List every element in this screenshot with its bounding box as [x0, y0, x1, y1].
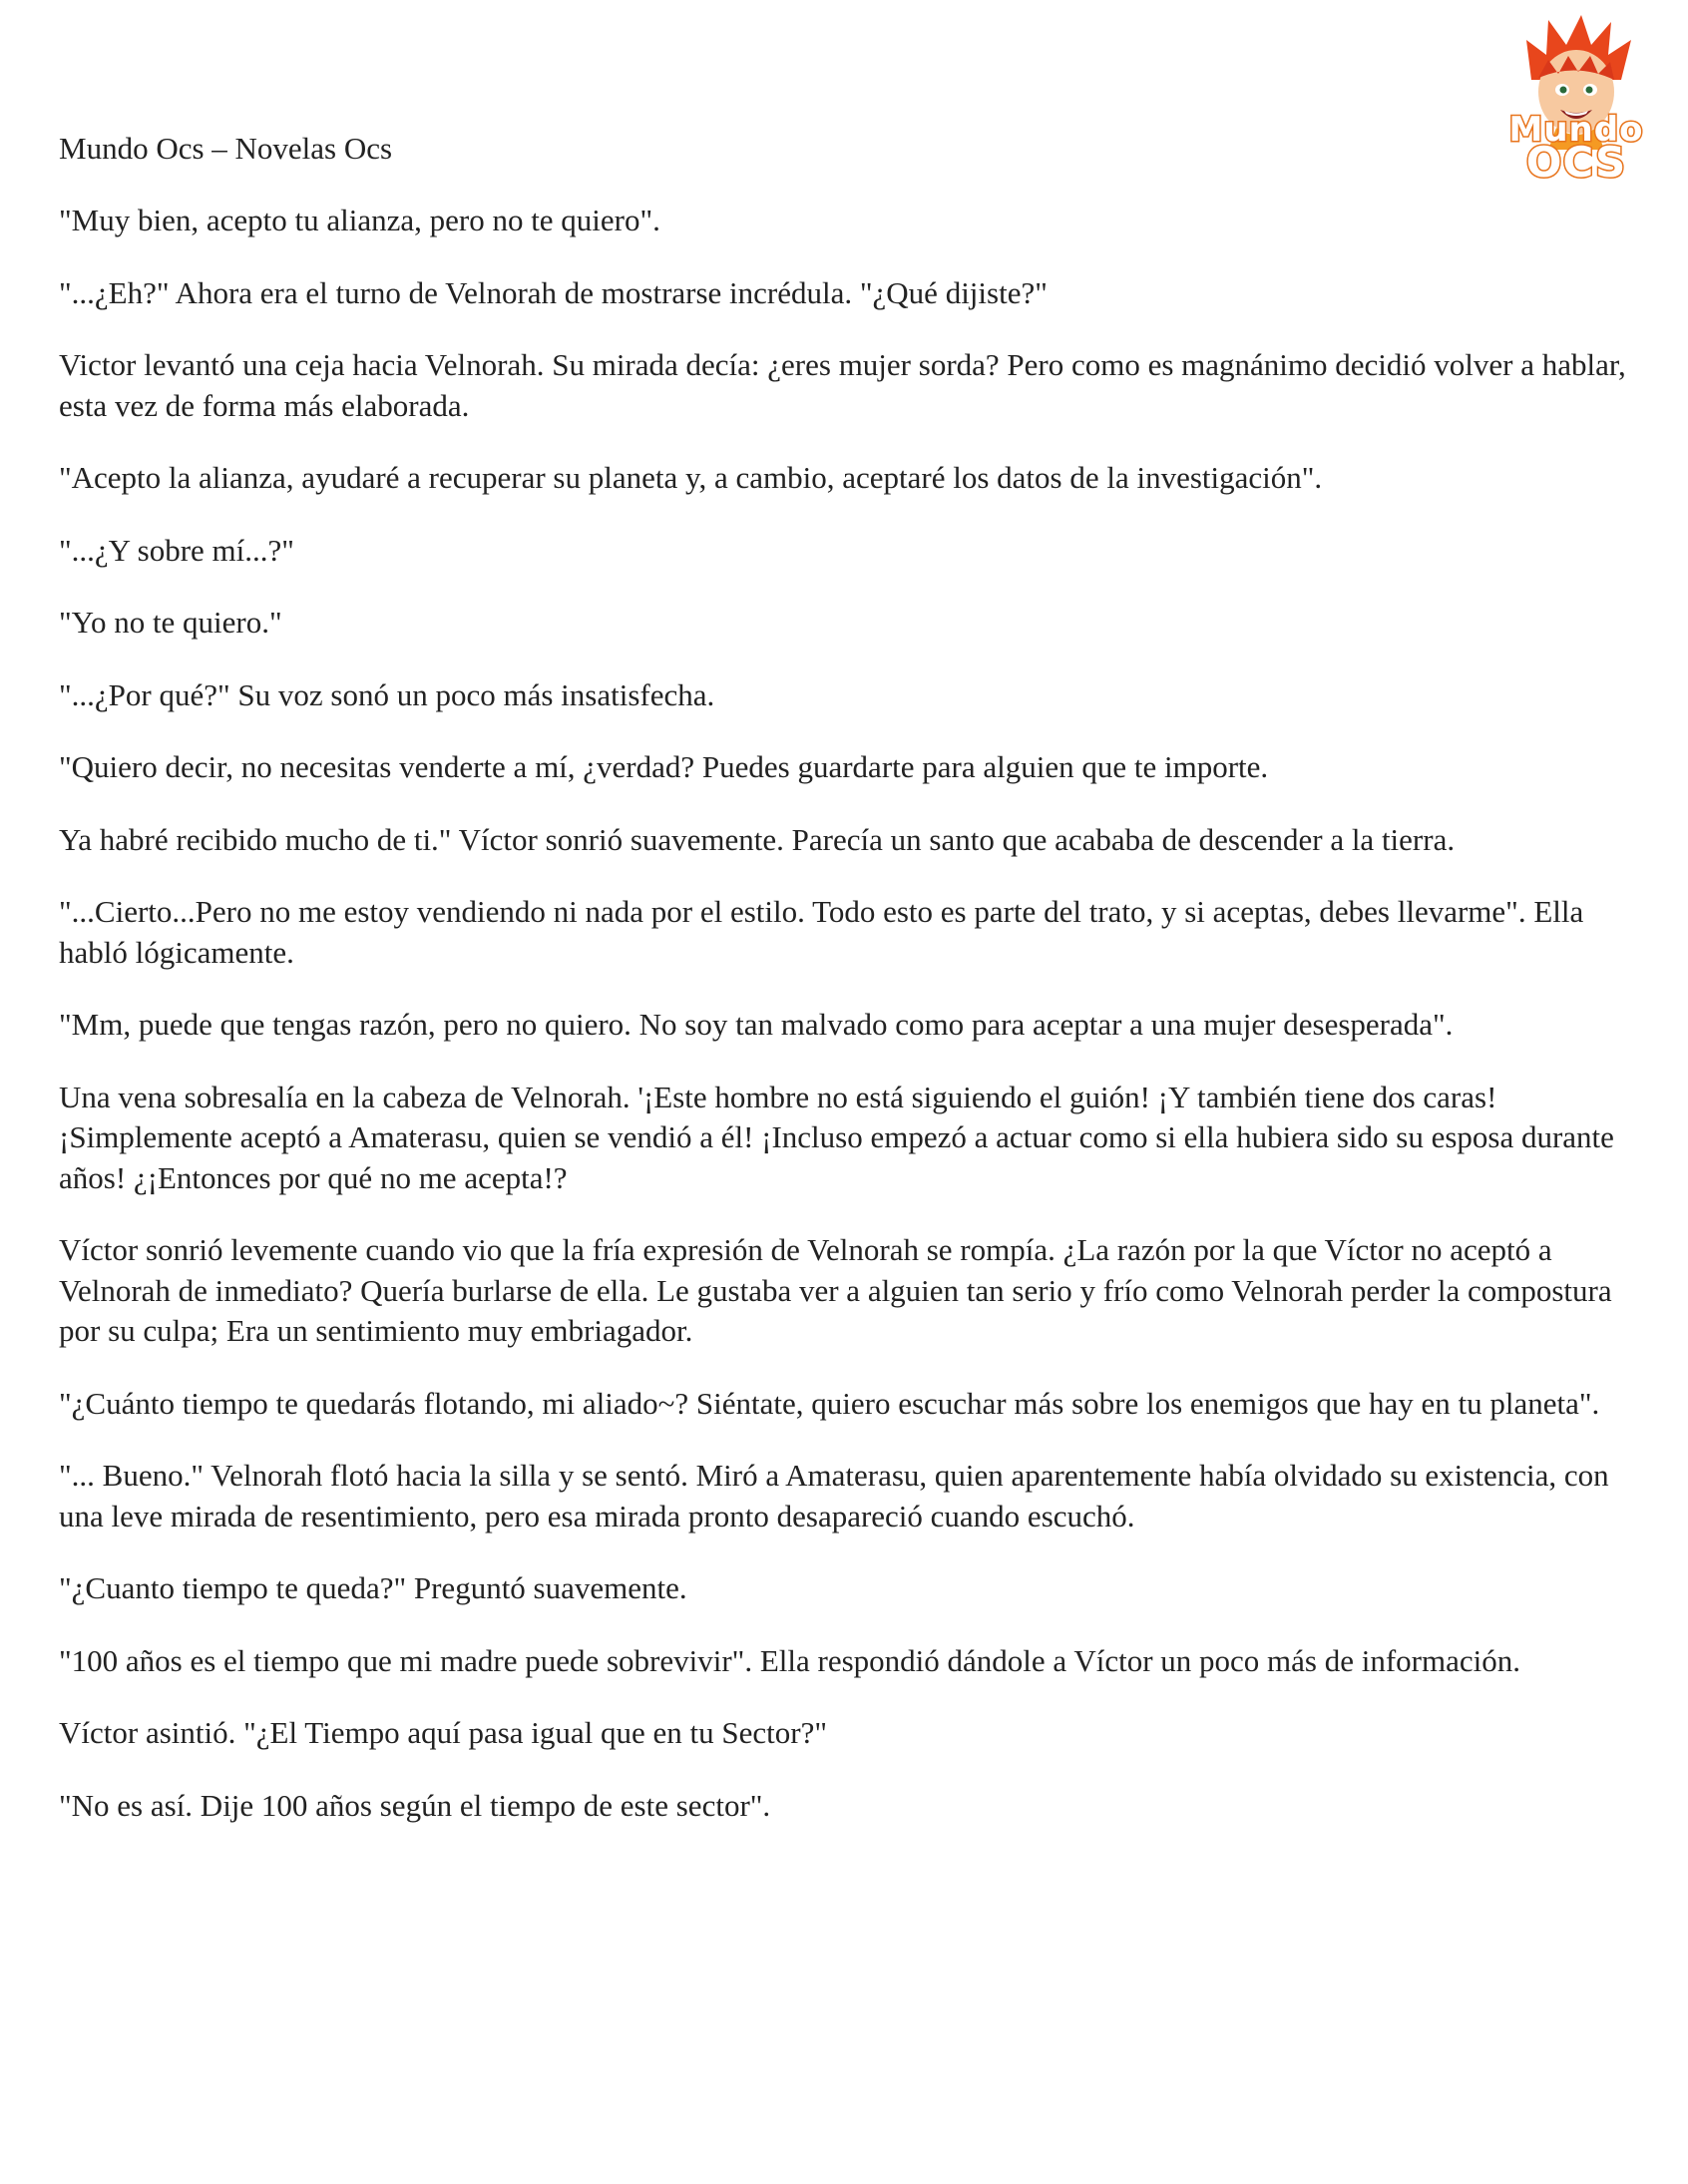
paragraph: "...¿Y sobre mí...?": [59, 532, 294, 568]
paragraph: Víctor sonrió levemente cuando vio que la fría expresión de Velnorah se rompía. ¿La razón por la que Víctor no aceptó a Velnorah de inmediato? Quería burlarse de ella. Le gustaba ver a alguien tan serio y frío como Velnorah perder la compostura por su culpa; Era un sentimiento muy embriagador.: [59, 1232, 1612, 1348]
paragraph: "...¿Eh?" Ahora era el turno de Velnorah de mostrarse incrédula. "¿Qué dijiste?": [59, 274, 1048, 310]
paragraph: Ya habré recibido mucho de ti." Víctor sonrió suavemente. Parecía un santo que acababa de descender a la tierra.: [59, 821, 1456, 857]
paragraph: "Quiero decir, no necesitas venderte a mí, ¿verdad? Puedes guardarte para alguien que te importe.: [59, 749, 1269, 784]
paragraph: "¿Cuánto tiempo te quedarás flotando, mi aliado~? Siéntate, quiero escuchar más sobre los enemigos que hay en tu planeta".: [59, 1385, 1600, 1421]
logo-word-bottom: OCS: [1525, 138, 1627, 187]
document-body: [59, 201, 1645, 1858]
document-header: Mundo Ocs – Novelas Ocs: [59, 131, 393, 166]
paragraph: "No es así. Dije 100 años según el tiempo de este sector".: [59, 1787, 771, 1823]
paragraph: Una vena sobresalía en la cabeza de Velnorah. '¡Este hombre no está siguiendo el guión! ¡Y también tiene dos caras! ¡Simplemente aceptó a Amaterasu, quien se vendió a él! ¡Incluso empezó a actuar como si ella hubiera sido su esposa durante años! ¿¡Entonces por qué no me acepta!?: [59, 1079, 1614, 1195]
paragraph: "... Bueno." Velnorah flotó hacia la silla y se sentó. Miró a Amaterasu, quien aparentemente había olvidado su existencia, con una leve mirada de resentimiento, pero esa mirada pronto desapareció cuando escuchó.: [59, 1458, 1609, 1533]
paragraph: "¿Cuanto tiempo te queda?" Preguntó suavemente.: [59, 1570, 687, 1605]
mundo-ocs-logo: [1486, 10, 1666, 187]
paragraph: Victor levantó una ceja hacia Velnorah. Su mirada decía: ¿eres mujer sorda? Pero como es magnánimo decidió volver a hablar, esta vez de forma más elaborada.: [59, 347, 1626, 423]
logo-word-top: Mundo: [1508, 110, 1644, 150]
paragraph: "...Cierto...Pero no me estoy vendiendo ni nada por el estilo. Todo esto es parte del trato, y si aceptas, debes llevarme". Ella habló lógicamente.: [59, 894, 1584, 970]
paragraph: "Mm, puede que tengas razón, pero no quiero. No soy tan malvado como para aceptar a una mujer desesperada".: [59, 1007, 1454, 1042]
paragraph: "Yo no te quiero.": [59, 605, 282, 640]
paragraph: "Muy bien, acepto tu alianza, pero no te quiero".: [59, 203, 660, 237]
paragraph: "100 años es el tiempo que mi madre puede sobrevivir". Ella respondió dándole a Víctor un poco más de información.: [59, 1642, 1520, 1678]
paragraph: Víctor asintió. "¿El Tiempo aquí pasa igual que en tu Sector?": [59, 1715, 828, 1750]
paragraph: "...¿Por qué?" Su voz sonó un poco más insatisfecha.: [59, 676, 715, 712]
paragraph: "Acepto la alianza, ayudaré a recuperar su planeta y, a cambio, aceptaré los datos de la investigación".: [59, 460, 1323, 495]
